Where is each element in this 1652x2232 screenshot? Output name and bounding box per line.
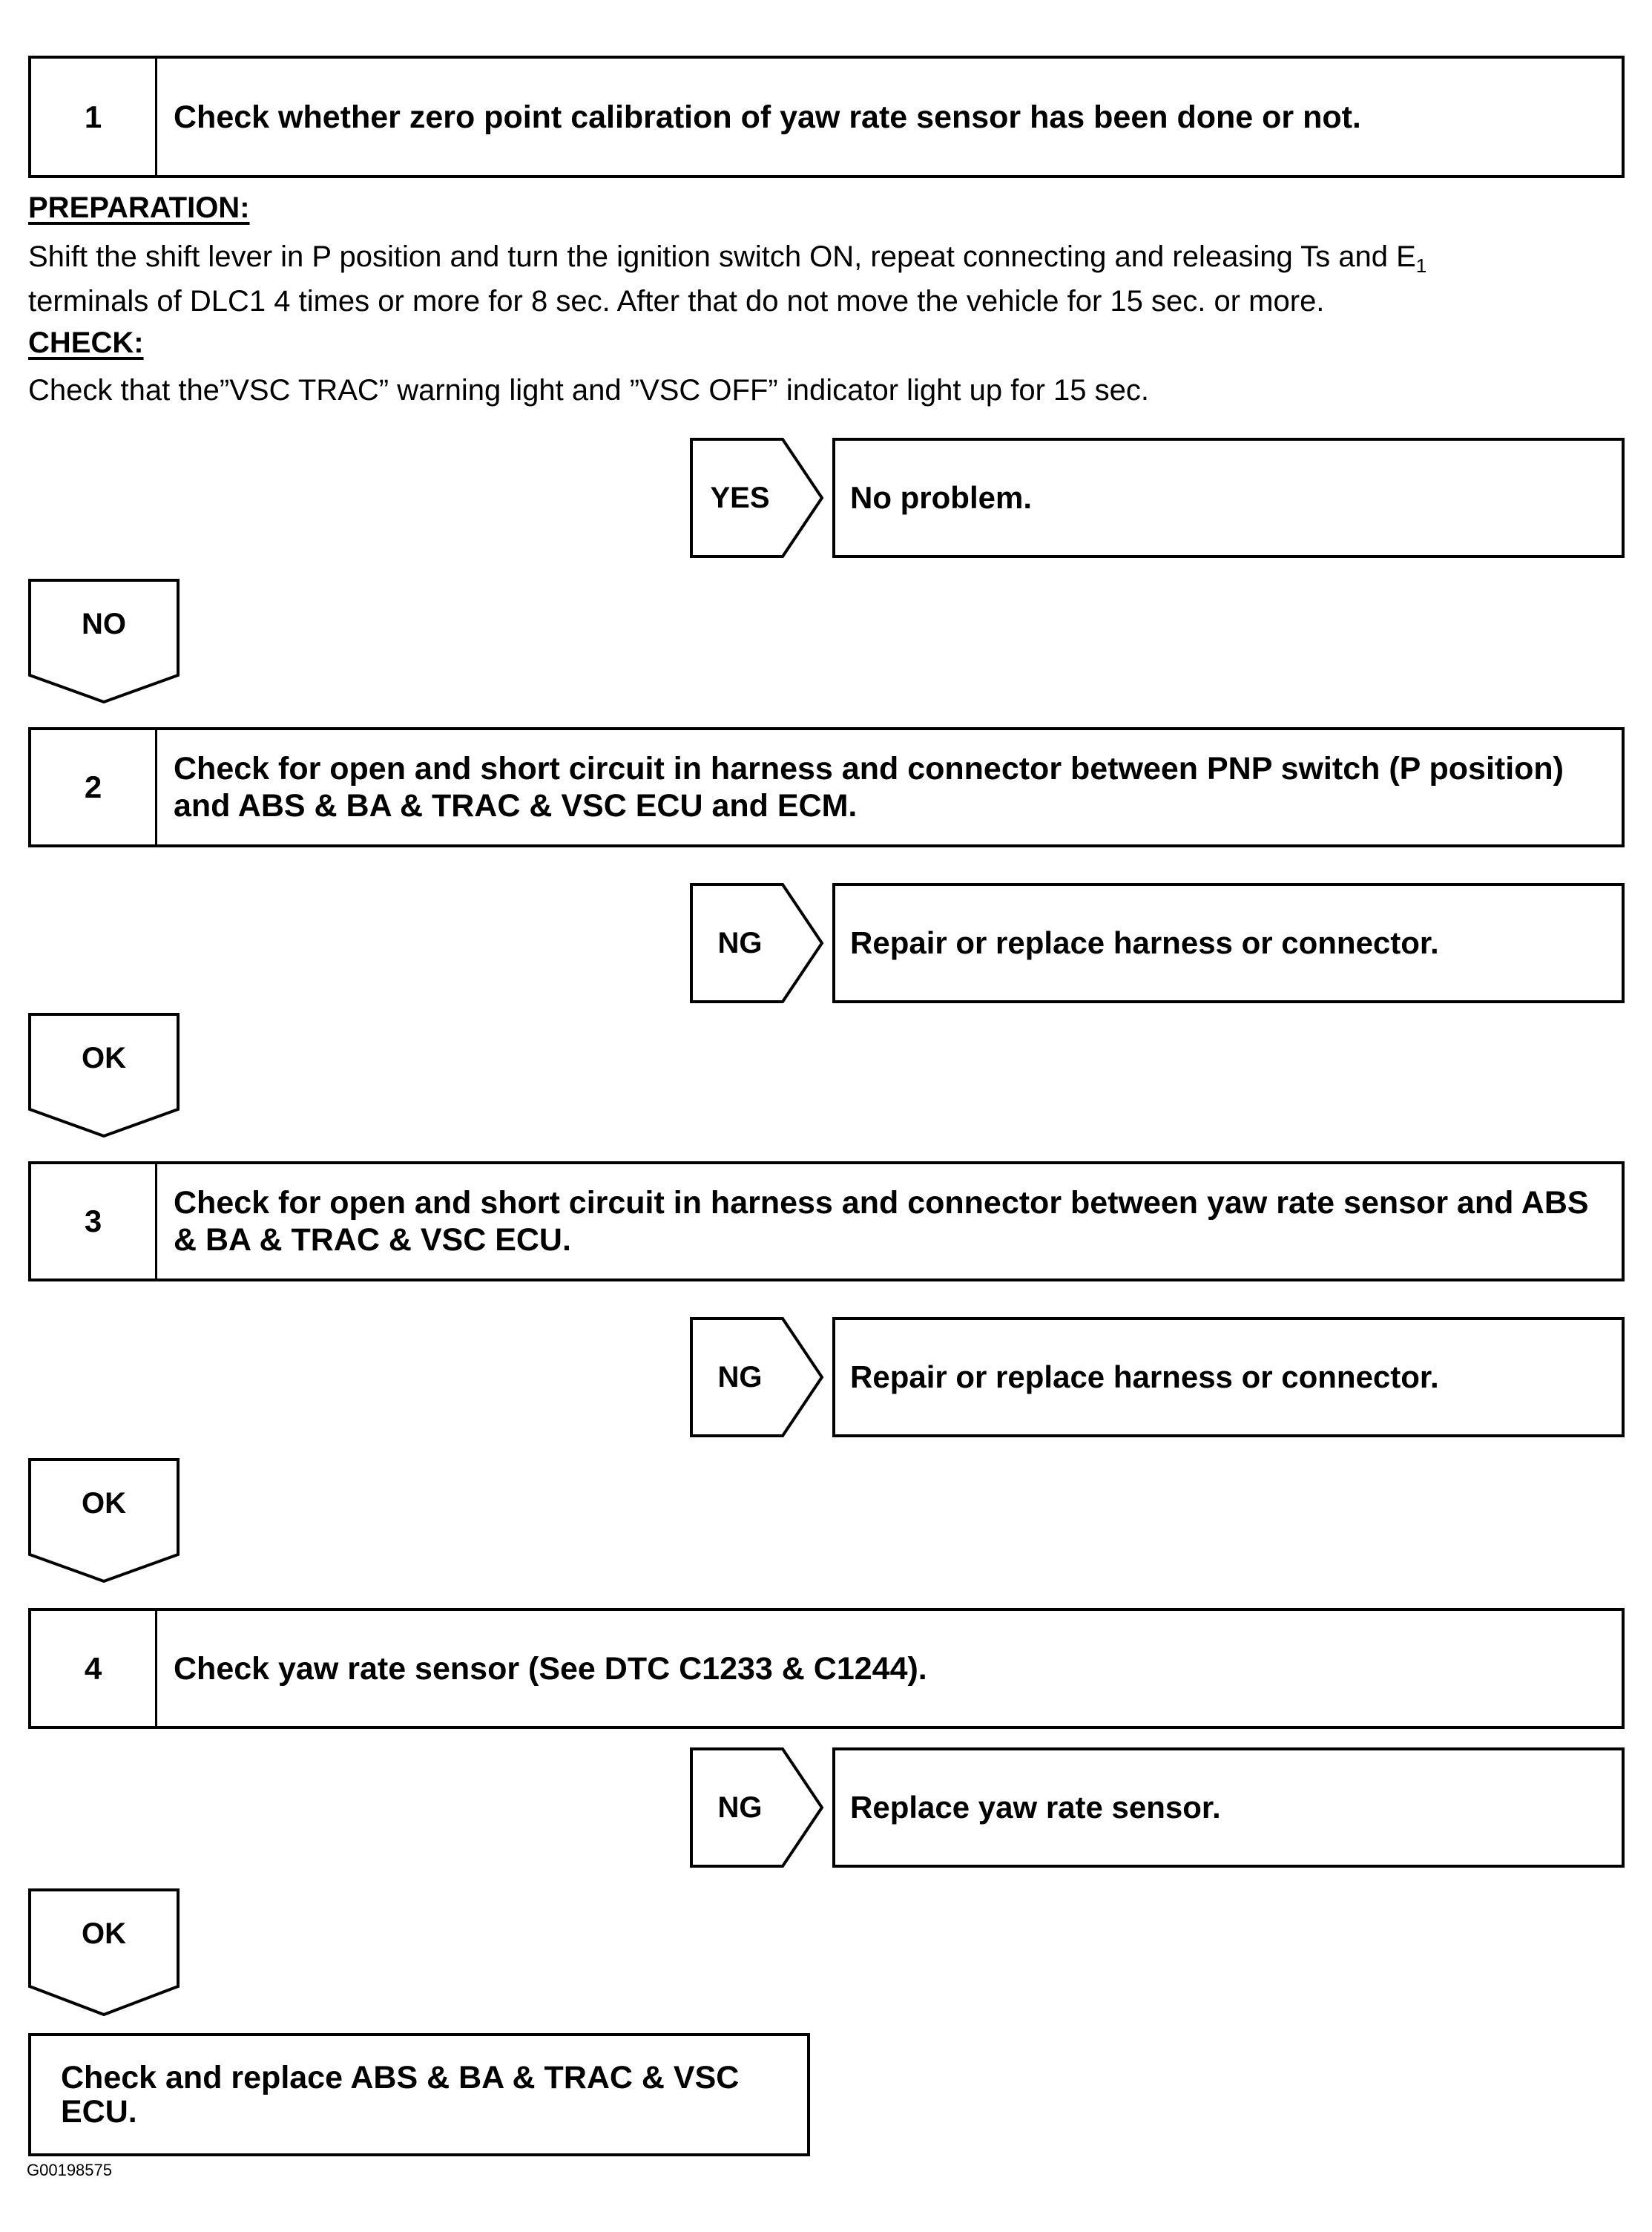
check-label: CHECK:: [28, 326, 144, 359]
final-action-box: [28, 2033, 810, 2156]
step-number: 1: [31, 59, 157, 175]
step-2-box: [28, 727, 1625, 847]
figure-id: G00198575: [27, 2161, 112, 2179]
branch-result-box: Repair or replace harness or connector.: [832, 1317, 1625, 1437]
final-action-line-1: Check and replace ABS & BA & TRAC & VSC: [61, 2060, 740, 2095]
preparation-text-line-1: [28, 234, 1426, 279]
final-action-text: [61, 2061, 739, 2129]
step-title: Check yaw rate sensor (See DTC C1233 & C1244).: [174, 1650, 927, 1687]
step-title: Check for open and short circuit in harness and connector between yaw rate sensor and ABS & BA & TRAC & VSC ECU.: [174, 1185, 1589, 1258]
step-3-box: [28, 1161, 1625, 1281]
ng-branch-arrow: [690, 1317, 825, 1437]
yes-branch-arrow: [690, 438, 825, 558]
step-title: Check whether zero point calibration of yaw rate sensor has been done or not.: [174, 99, 1361, 135]
step-title: Check for open and short circuit in harness and connector between PNP switch (P position) and ABS & BA & TRAC & VSC ECU and ECM.: [174, 751, 1564, 824]
ng-branch-arrow: [690, 883, 825, 1003]
branch-result-box: Repair or replace harness or connector.: [832, 883, 1625, 1003]
step-4-box: [28, 1608, 1625, 1729]
flow-label: OK: [82, 1917, 126, 1950]
branch-label: NG: [717, 1360, 763, 1394]
no-flow-arrow: [28, 579, 180, 703]
branch-result-box: Replace yaw rate sensor.: [832, 1747, 1625, 1868]
step-number: 3: [31, 1164, 157, 1279]
preparation-text: Shift the shift lever in P position and turn the ignition switch ON, repeat connecting and releasing Ts and E: [28, 240, 1416, 273]
step-number: 4: [31, 1611, 157, 1726]
branch-label: NG: [717, 926, 763, 959]
ng-branch-arrow: [690, 1747, 825, 1868]
step-1-box: [28, 56, 1625, 178]
final-action-line-2: ECU.: [61, 2094, 137, 2130]
preparation-text-line-2: terminals of DLC1 4 times or more for 8 sec. After that do not move the vehicle for 15 sec. or more.: [28, 285, 1325, 318]
branch-result-box: No problem.: [832, 438, 1625, 558]
ok-flow-arrow: [28, 1013, 180, 1138]
step-number: 2: [31, 730, 157, 844]
flow-label: OK: [82, 1041, 126, 1074]
branch-label: YES: [710, 481, 770, 514]
flow-label: OK: [82, 1486, 126, 1520]
ok-flow-arrow: [28, 1458, 180, 1583]
branch-label: NG: [717, 1790, 763, 1824]
check-text: Check that the”VSC TRAC” warning light and ”VSC OFF” indicator light up for 15 sec.: [28, 374, 1149, 407]
flow-label: NO: [82, 607, 126, 640]
ok-flow-arrow: [28, 1888, 180, 2013]
subscript: 1: [1415, 255, 1427, 277]
preparation-label: PREPARATION:: [28, 191, 250, 224]
